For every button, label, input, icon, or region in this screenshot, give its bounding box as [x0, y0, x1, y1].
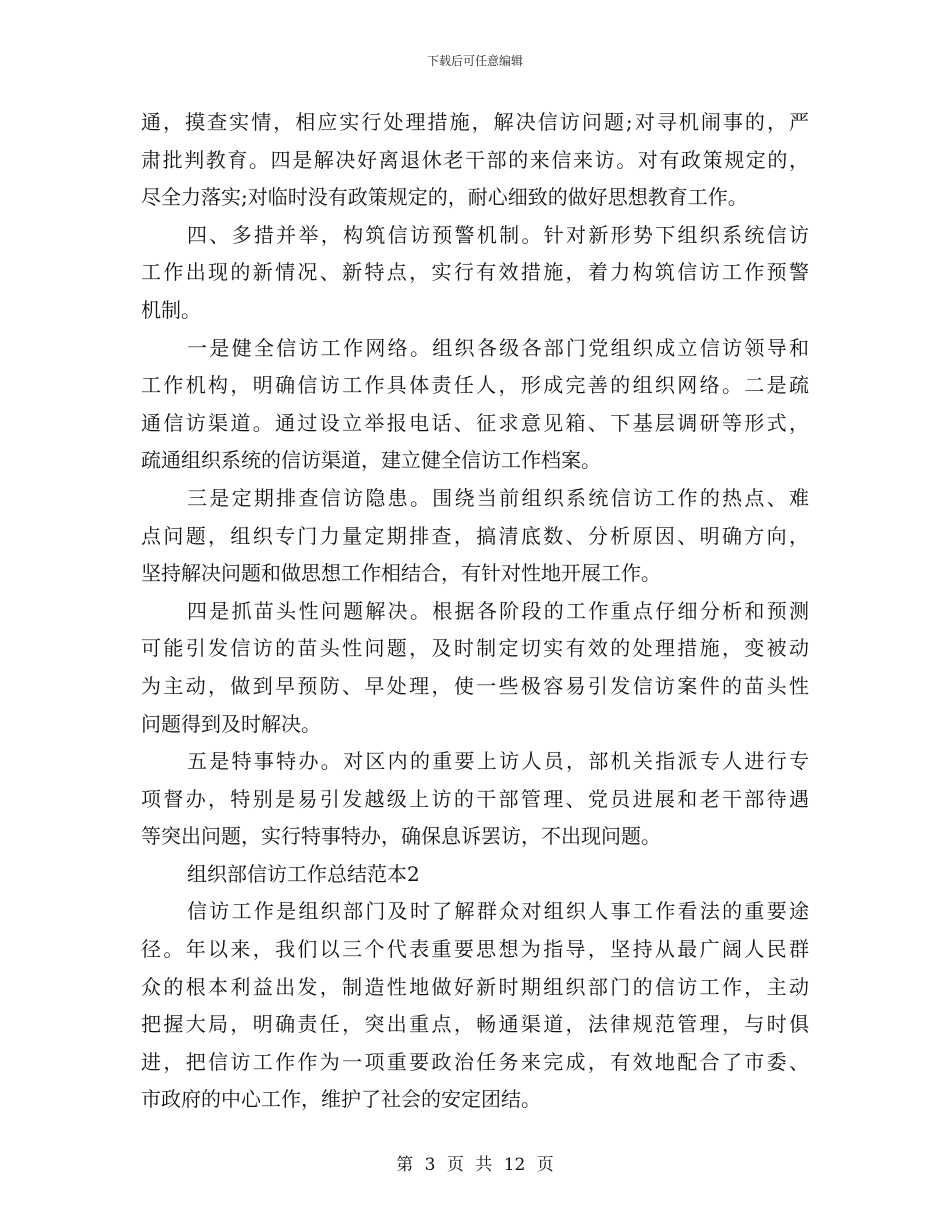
- text-line: 四是抓苗头性问题解决。根据各阶段的工作重点仔细分析和预测: [187, 598, 809, 623]
- text-line: 项督办，特别是易引发越级上访的干部管理、党员进展和老干部待遇: [141, 786, 809, 811]
- text-line: 等突出问题，实行特事特办，确保息诉罢访，不出现问题。: [141, 824, 661, 849]
- text-line: 工作机构，明确信访工作具体责任人，形成完善的组织网络。二是疏: [141, 373, 809, 398]
- text-line: 径。年以来，我们以三个代表重要思想为指导，坚持从最广阔人民群: [141, 937, 809, 962]
- text-line: 一是健全信访工作网络。组织各级各部门党组织成立信访领导和: [187, 335, 809, 360]
- text-line: 通信访渠道。通过设立举报电话、征求意见箱、下基层调研等形式，: [141, 410, 809, 435]
- text-line: 肃批判教育。四是解决好离退休老干部的来信来访。对有政策规定的，: [141, 147, 809, 172]
- text-line: 三是定期排查信访隐患。围绕当前组织系统信访工作的热点、难: [187, 485, 809, 510]
- text-line: 机制。: [141, 297, 201, 322]
- text-line: 可能引发信访的苗头性问题，及时制定切实有效的处理措施，变被动: [141, 636, 809, 661]
- text-line: 信访工作是组织部门及时了解群众对组织人事工作看法的重要途: [187, 899, 809, 924]
- text-line: 通，摸查实情，相应实行处理措施，解决信访问题;对寻机闹事的，严: [141, 110, 809, 134]
- text-line: 点问题，组织专门力量定期排查，搞清底数、分析原因、明确方向，: [141, 523, 809, 548]
- text-line: 尽全力落实;对临时没有政策规定的，耐心细致的做好思想教育工作。: [141, 185, 748, 210]
- page-header: 下载后可任意编辑: [426, 54, 523, 68]
- text-line: 五是特事特办。对区内的重要上访人员，部机关指派专人进行专: [187, 749, 809, 774]
- section-heading: 组织部信访工作总结范本2: [187, 861, 420, 886]
- text-line: 坚持解决问题和做思想工作相结合，有针对性地开展工作。: [141, 561, 661, 586]
- document-body: [141, 104, 809, 1119]
- text-line: 问题得到及时解决。: [141, 711, 321, 736]
- text-line: 为主动，做到早预防、早处理，使一些极容易引发信访案件的苗头性: [141, 673, 809, 698]
- text-line: 市政府的中心工作，维护了社会的安定团结。: [141, 1087, 541, 1112]
- page-footer: 第 3 页 共 12 页: [396, 1155, 554, 1175]
- text-line: 疏通组织系统的信访渠道，建立健全信访工作档案。: [141, 448, 601, 473]
- text-line: 工作出现的新情况、新特点，实行有效措施，着力构筑信访工作预警: [141, 260, 809, 285]
- text-line: 众的根本利益出发，制造性地做好新时期组织部门的信访工作，主动: [141, 974, 809, 999]
- text-line: 进，把信访工作作为一项重要政治任务来完成，有效地配合了市委、: [141, 1049, 809, 1074]
- text-line: 把握大局，明确责任，突出重点，畅通渠道，法律规范管理，与时俱: [141, 1012, 809, 1037]
- text-line: 四、多措并举，构筑信访预警机制。针对新形势下组织系统信访: [187, 222, 809, 247]
